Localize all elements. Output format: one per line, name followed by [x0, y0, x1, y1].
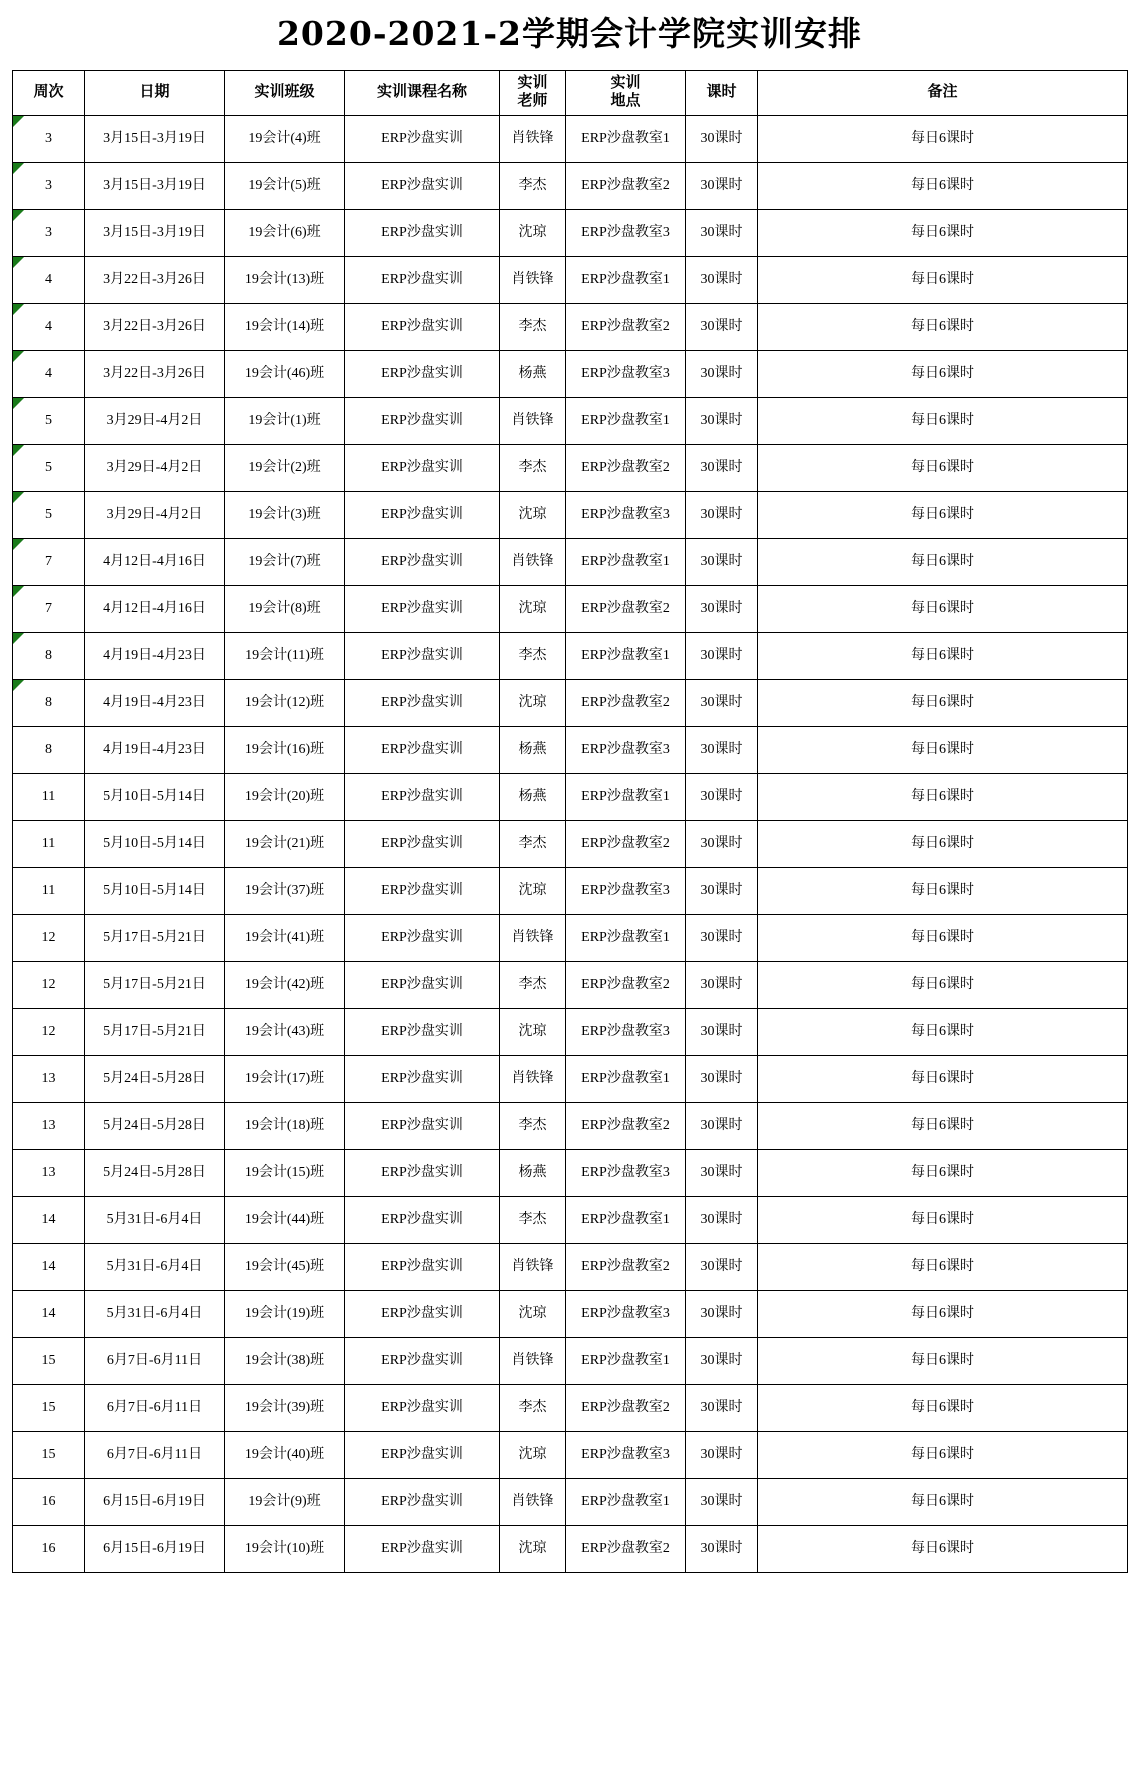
cell-hours: 30课时 [686, 1008, 758, 1055]
cell-class: 19会计(3)班 [225, 491, 345, 538]
table-row [13, 538, 1128, 585]
table-row [13, 491, 1128, 538]
cell-teacher: 肖铁锋 [500, 115, 566, 162]
cell-class: 19会计(13)班 [225, 256, 345, 303]
table-row [13, 256, 1128, 303]
cell-date: 5月17日-5月21日 [85, 961, 225, 1008]
cell-date: 6月7日-6月11日 [85, 1384, 225, 1431]
cell-place: ERP沙盘教室3 [566, 209, 686, 256]
cell-date: 4月19日-4月23日 [85, 726, 225, 773]
column-header-hours: 课时 [686, 70, 758, 115]
cell-place: ERP沙盘教室2 [566, 961, 686, 1008]
cell-place: ERP沙盘教室3 [566, 1290, 686, 1337]
cell-week-with-comment-marker: 3 [13, 115, 85, 162]
cell-course: ERP沙盘实训 [345, 444, 500, 491]
cell-remark: 每日6课时 [758, 538, 1128, 585]
cell-remark: 每日6课时 [758, 961, 1128, 1008]
cell-class: 19会计(2)班 [225, 444, 345, 491]
cell-hours: 30课时 [686, 1055, 758, 1102]
table-row [13, 773, 1128, 820]
cell-hours: 30课时 [686, 585, 758, 632]
cell-course: ERP沙盘实训 [345, 162, 500, 209]
cell-teacher: 肖铁锋 [500, 1478, 566, 1525]
cell-teacher: 杨燕 [500, 1149, 566, 1196]
cell-date: 5月17日-5月21日 [85, 914, 225, 961]
cell-course: ERP沙盘实训 [345, 350, 500, 397]
cell-course: ERP沙盘实训 [345, 491, 500, 538]
cell-place: ERP沙盘教室3 [566, 1149, 686, 1196]
cell-class: 19会计(16)班 [225, 726, 345, 773]
cell-class: 19会计(8)班 [225, 585, 345, 632]
cell-remark: 每日6课时 [758, 820, 1128, 867]
cell-teacher: 李杰 [500, 1102, 566, 1149]
cell-class: 19会计(5)班 [225, 162, 345, 209]
cell-course: ERP沙盘实训 [345, 538, 500, 585]
cell-course: ERP沙盘实训 [345, 1243, 500, 1290]
column-header-place [566, 70, 686, 115]
cell-teacher: 杨燕 [500, 350, 566, 397]
cell-week: 8 [13, 726, 85, 773]
training-schedule-table [12, 70, 1128, 1573]
cell-remark: 每日6课时 [758, 115, 1128, 162]
cell-place: ERP沙盘教室1 [566, 1478, 686, 1525]
cell-remark: 每日6课时 [758, 162, 1128, 209]
cell-date: 3月15日-3月19日 [85, 209, 225, 256]
cell-course: ERP沙盘实训 [345, 914, 500, 961]
cell-course: ERP沙盘实训 [345, 820, 500, 867]
table-row [13, 1243, 1128, 1290]
table-row [13, 1055, 1128, 1102]
cell-place: ERP沙盘教室3 [566, 1008, 686, 1055]
cell-remark: 每日6课时 [758, 444, 1128, 491]
cell-place: ERP沙盘教室3 [566, 867, 686, 914]
cell-class: 19会计(17)班 [225, 1055, 345, 1102]
cell-class: 19会计(11)班 [225, 632, 345, 679]
cell-course: ERP沙盘实训 [345, 1149, 500, 1196]
cell-place: ERP沙盘教室2 [566, 1525, 686, 1572]
table-row [13, 679, 1128, 726]
cell-week: 13 [13, 1102, 85, 1149]
cell-course: ERP沙盘实训 [345, 256, 500, 303]
cell-remark: 每日6课时 [758, 914, 1128, 961]
table-row [13, 1196, 1128, 1243]
cell-place: ERP沙盘教室2 [566, 1102, 686, 1149]
cell-date: 5月10日-5月14日 [85, 773, 225, 820]
table-row [13, 350, 1128, 397]
cell-hours: 30课时 [686, 162, 758, 209]
cell-week: 15 [13, 1384, 85, 1431]
cell-hours: 30课时 [686, 1102, 758, 1149]
cell-remark: 每日6课时 [758, 1243, 1128, 1290]
cell-hours: 30课时 [686, 444, 758, 491]
table-row [13, 162, 1128, 209]
cell-place: ERP沙盘教室1 [566, 632, 686, 679]
cell-remark: 每日6课时 [758, 1478, 1128, 1525]
table-row [13, 585, 1128, 632]
column-header-course: 实训课程名称 [345, 70, 500, 115]
cell-course: ERP沙盘实训 [345, 1196, 500, 1243]
cell-class: 19会计(4)班 [225, 115, 345, 162]
cell-place: ERP沙盘教室1 [566, 1055, 686, 1102]
cell-date: 5月24日-5月28日 [85, 1055, 225, 1102]
cell-remark: 每日6课时 [758, 1055, 1128, 1102]
cell-date: 6月15日-6月19日 [85, 1525, 225, 1572]
cell-hours: 30课时 [686, 303, 758, 350]
cell-course: ERP沙盘实训 [345, 585, 500, 632]
cell-course: ERP沙盘实训 [345, 961, 500, 1008]
cell-week: 12 [13, 961, 85, 1008]
cell-date: 6月7日-6月11日 [85, 1337, 225, 1384]
cell-class: 19会计(1)班 [225, 397, 345, 444]
cell-place: ERP沙盘教室1 [566, 773, 686, 820]
cell-course: ERP沙盘实训 [345, 1384, 500, 1431]
cell-hours: 30课时 [686, 1290, 758, 1337]
table-header [13, 70, 1128, 115]
cell-teacher: 肖铁锋 [500, 1243, 566, 1290]
cell-remark: 每日6课时 [758, 209, 1128, 256]
cell-course: ERP沙盘实训 [345, 726, 500, 773]
cell-remark: 每日6课时 [758, 1149, 1128, 1196]
cell-date: 3月22日-3月26日 [85, 350, 225, 397]
cell-remark: 每日6课时 [758, 1290, 1128, 1337]
cell-week-with-comment-marker: 3 [13, 162, 85, 209]
cell-class: 19会计(44)班 [225, 1196, 345, 1243]
cell-remark: 每日6课时 [758, 303, 1128, 350]
cell-remark: 每日6课时 [758, 1431, 1128, 1478]
cell-teacher: 肖铁锋 [500, 397, 566, 444]
cell-date: 4月19日-4月23日 [85, 679, 225, 726]
cell-class: 19会计(40)班 [225, 1431, 345, 1478]
cell-place: ERP沙盘教室3 [566, 350, 686, 397]
cell-hours: 30课时 [686, 1196, 758, 1243]
cell-place: ERP沙盘教室2 [566, 1384, 686, 1431]
table-row [13, 820, 1128, 867]
cell-teacher: 沈琼 [500, 1431, 566, 1478]
cell-week-with-comment-marker: 7 [13, 538, 85, 585]
table-row [13, 209, 1128, 256]
cell-place: ERP沙盘教室1 [566, 115, 686, 162]
table-row [13, 1431, 1128, 1478]
cell-date: 5月10日-5月14日 [85, 867, 225, 914]
page-title: 2020-2021-2学期会计学院实训安排 [276, 14, 863, 53]
table-row [13, 961, 1128, 1008]
cell-week: 14 [13, 1243, 85, 1290]
cell-hours: 30课时 [686, 914, 758, 961]
table-row [13, 1008, 1128, 1055]
cell-course: ERP沙盘实训 [345, 303, 500, 350]
cell-hours: 30课时 [686, 115, 758, 162]
cell-teacher: 李杰 [500, 1196, 566, 1243]
cell-week-with-comment-marker: 4 [13, 350, 85, 397]
table-row [13, 444, 1128, 491]
cell-course: ERP沙盘实训 [345, 1290, 500, 1337]
cell-date: 6月15日-6月19日 [85, 1478, 225, 1525]
cell-teacher: 李杰 [500, 1384, 566, 1431]
cell-place: ERP沙盘教室1 [566, 397, 686, 444]
cell-class: 19会计(46)班 [225, 350, 345, 397]
cell-hours: 30课时 [686, 1149, 758, 1196]
cell-remark: 每日6课时 [758, 632, 1128, 679]
cell-place: ERP沙盘教室1 [566, 1196, 686, 1243]
cell-remark: 每日6课时 [758, 1525, 1128, 1572]
column-header-teacher-line1: 实训 [517, 75, 548, 92]
cell-date: 4月12日-4月16日 [85, 538, 225, 585]
table-row [13, 726, 1128, 773]
cell-date: 4月19日-4月23日 [85, 632, 225, 679]
cell-week: 16 [13, 1525, 85, 1572]
cell-hours: 30课时 [686, 1243, 758, 1290]
cell-week-with-comment-marker: 5 [13, 491, 85, 538]
cell-teacher: 沈琼 [500, 585, 566, 632]
cell-class: 19会计(20)班 [225, 773, 345, 820]
cell-class: 19会计(21)班 [225, 820, 345, 867]
cell-place: ERP沙盘教室1 [566, 256, 686, 303]
cell-teacher: 沈琼 [500, 1525, 566, 1572]
cell-hours: 30课时 [686, 820, 758, 867]
cell-course: ERP沙盘实训 [345, 1008, 500, 1055]
table-row [13, 1525, 1128, 1572]
cell-date: 3月29日-4月2日 [85, 397, 225, 444]
cell-hours: 30课时 [686, 867, 758, 914]
cell-teacher: 李杰 [500, 444, 566, 491]
cell-teacher: 肖铁锋 [500, 538, 566, 585]
table-body [13, 115, 1128, 1572]
cell-course: ERP沙盘实训 [345, 1055, 500, 1102]
cell-teacher: 李杰 [500, 303, 566, 350]
table-row [13, 1149, 1128, 1196]
cell-date: 5月31日-6月4日 [85, 1196, 225, 1243]
column-header-week: 周次 [13, 70, 85, 115]
cell-remark: 每日6课时 [758, 773, 1128, 820]
cell-course: ERP沙盘实训 [345, 1478, 500, 1525]
cell-week: 13 [13, 1055, 85, 1102]
cell-remark: 每日6课时 [758, 1102, 1128, 1149]
cell-course: ERP沙盘实训 [345, 679, 500, 726]
cell-class: 19会计(10)班 [225, 1525, 345, 1572]
cell-class: 19会计(43)班 [225, 1008, 345, 1055]
cell-course: ERP沙盘实训 [345, 773, 500, 820]
cell-place: ERP沙盘教室3 [566, 1431, 686, 1478]
table-row [13, 1478, 1128, 1525]
cell-remark: 每日6课时 [758, 350, 1128, 397]
cell-week: 11 [13, 773, 85, 820]
cell-remark: 每日6课时 [758, 679, 1128, 726]
cell-remark: 每日6课时 [758, 1008, 1128, 1055]
cell-teacher: 沈琼 [500, 1290, 566, 1337]
table-row [13, 1290, 1128, 1337]
cell-place: ERP沙盘教室1 [566, 914, 686, 961]
cell-date: 5月31日-6月4日 [85, 1243, 225, 1290]
cell-week-with-comment-marker: 4 [13, 303, 85, 350]
cell-place: ERP沙盘教室2 [566, 679, 686, 726]
cell-teacher: 肖铁锋 [500, 256, 566, 303]
cell-hours: 30课时 [686, 1431, 758, 1478]
column-header-date: 日期 [85, 70, 225, 115]
cell-hours: 30课时 [686, 1384, 758, 1431]
cell-teacher: 肖铁锋 [500, 1337, 566, 1384]
cell-class: 19会计(45)班 [225, 1243, 345, 1290]
cell-place: ERP沙盘教室1 [566, 1337, 686, 1384]
table-row [13, 397, 1128, 444]
cell-place: ERP沙盘教室2 [566, 1243, 686, 1290]
cell-week: 14 [13, 1196, 85, 1243]
table-row [13, 303, 1128, 350]
cell-date: 5月24日-5月28日 [85, 1149, 225, 1196]
cell-place: ERP沙盘教室2 [566, 303, 686, 350]
cell-date: 3月22日-3月26日 [85, 303, 225, 350]
cell-place: ERP沙盘教室2 [566, 585, 686, 632]
cell-week-with-comment-marker: 8 [13, 632, 85, 679]
cell-teacher: 肖铁锋 [500, 914, 566, 961]
cell-hours: 30课时 [686, 726, 758, 773]
cell-hours: 30课时 [686, 632, 758, 679]
column-header-place-line1: 实训 [610, 75, 641, 92]
cell-week: 15 [13, 1431, 85, 1478]
cell-class: 19会计(9)班 [225, 1478, 345, 1525]
cell-teacher: 李杰 [500, 961, 566, 1008]
cell-week: 12 [13, 914, 85, 961]
cell-remark: 每日6课时 [758, 1196, 1128, 1243]
cell-week-with-comment-marker: 5 [13, 397, 85, 444]
cell-course: ERP沙盘实训 [345, 115, 500, 162]
cell-course: ERP沙盘实训 [345, 1525, 500, 1572]
cell-class: 19会计(6)班 [225, 209, 345, 256]
cell-hours: 30课时 [686, 961, 758, 1008]
table-row [13, 1337, 1128, 1384]
column-header-remark: 备注 [758, 70, 1128, 115]
cell-week: 11 [13, 867, 85, 914]
table-header-row [13, 70, 1128, 115]
cell-date: 5月24日-5月28日 [85, 1102, 225, 1149]
cell-hours: 30课时 [686, 1337, 758, 1384]
cell-course: ERP沙盘实训 [345, 1337, 500, 1384]
cell-teacher: 杨燕 [500, 773, 566, 820]
cell-remark: 每日6课时 [758, 1337, 1128, 1384]
cell-remark: 每日6课时 [758, 256, 1128, 303]
cell-week-with-comment-marker: 3 [13, 209, 85, 256]
cell-date: 3月15日-3月19日 [85, 115, 225, 162]
cell-class: 19会计(38)班 [225, 1337, 345, 1384]
cell-teacher: 沈琼 [500, 679, 566, 726]
cell-course: ERP沙盘实训 [345, 867, 500, 914]
cell-teacher: 沈琼 [500, 1008, 566, 1055]
cell-week: 16 [13, 1478, 85, 1525]
table-row [13, 1102, 1128, 1149]
cell-week: 15 [13, 1337, 85, 1384]
table-row [13, 867, 1128, 914]
cell-hours: 30课时 [686, 679, 758, 726]
table-row [13, 914, 1128, 961]
cell-class: 19会计(37)班 [225, 867, 345, 914]
cell-hours: 30课时 [686, 538, 758, 585]
cell-week-with-comment-marker: 8 [13, 679, 85, 726]
cell-class: 19会计(18)班 [225, 1102, 345, 1149]
cell-teacher: 李杰 [500, 632, 566, 679]
cell-class: 19会计(41)班 [225, 914, 345, 961]
cell-class: 19会计(39)班 [225, 1384, 345, 1431]
cell-date: 3月29日-4月2日 [85, 491, 225, 538]
cell-week: 13 [13, 1149, 85, 1196]
table-row [13, 115, 1128, 162]
cell-week: 14 [13, 1290, 85, 1337]
cell-place: ERP沙盘教室2 [566, 820, 686, 867]
cell-teacher: 李杰 [500, 820, 566, 867]
cell-course: ERP沙盘实训 [345, 632, 500, 679]
cell-class: 19会计(19)班 [225, 1290, 345, 1337]
cell-class: 19会计(15)班 [225, 1149, 345, 1196]
cell-date: 5月17日-5月21日 [85, 1008, 225, 1055]
cell-date: 5月10日-5月14日 [85, 820, 225, 867]
cell-week-with-comment-marker: 7 [13, 585, 85, 632]
cell-date: 3月29日-4月2日 [85, 444, 225, 491]
cell-hours: 30课时 [686, 1478, 758, 1525]
cell-teacher: 沈琼 [500, 867, 566, 914]
cell-place: ERP沙盘教室2 [566, 162, 686, 209]
cell-week-with-comment-marker: 4 [13, 256, 85, 303]
cell-remark: 每日6课时 [758, 585, 1128, 632]
cell-hours: 30课时 [686, 491, 758, 538]
cell-week: 11 [13, 820, 85, 867]
column-header-class: 实训班级 [225, 70, 345, 115]
cell-course: ERP沙盘实训 [345, 1431, 500, 1478]
cell-course: ERP沙盘实训 [345, 209, 500, 256]
cell-class: 19会计(7)班 [225, 538, 345, 585]
cell-date: 3月15日-3月19日 [85, 162, 225, 209]
cell-hours: 30课时 [686, 1525, 758, 1572]
cell-remark: 每日6课时 [758, 491, 1128, 538]
cell-remark: 每日6课时 [758, 726, 1128, 773]
cell-remark: 每日6课时 [758, 1384, 1128, 1431]
cell-place: ERP沙盘教室1 [566, 538, 686, 585]
cell-hours: 30课时 [686, 773, 758, 820]
cell-hours: 30课时 [686, 397, 758, 444]
cell-place: ERP沙盘教室2 [566, 444, 686, 491]
cell-remark: 每日6课时 [758, 867, 1128, 914]
cell-class: 19会计(12)班 [225, 679, 345, 726]
column-header-teacher-line2: 老师 [517, 92, 548, 109]
cell-course: ERP沙盘实训 [345, 397, 500, 444]
cell-hours: 30课时 [686, 256, 758, 303]
cell-teacher: 肖铁锋 [500, 1055, 566, 1102]
cell-place: ERP沙盘教室3 [566, 726, 686, 773]
cell-course: ERP沙盘实训 [345, 1102, 500, 1149]
column-header-place-line2: 地点 [610, 92, 641, 109]
cell-date: 3月22日-3月26日 [85, 256, 225, 303]
cell-class: 19会计(42)班 [225, 961, 345, 1008]
cell-teacher: 杨燕 [500, 726, 566, 773]
cell-class: 19会计(14)班 [225, 303, 345, 350]
cell-remark: 每日6课时 [758, 397, 1128, 444]
column-header-teacher [500, 70, 566, 115]
cell-week: 12 [13, 1008, 85, 1055]
cell-hours: 30课时 [686, 350, 758, 397]
cell-teacher: 沈琼 [500, 491, 566, 538]
cell-week-with-comment-marker: 5 [13, 444, 85, 491]
table-row [13, 1384, 1128, 1431]
cell-hours: 30课时 [686, 209, 758, 256]
cell-teacher: 沈琼 [500, 209, 566, 256]
cell-date: 5月31日-6月4日 [85, 1290, 225, 1337]
table-row [13, 632, 1128, 679]
cell-date: 6月7日-6月11日 [85, 1431, 225, 1478]
cell-teacher: 李杰 [500, 162, 566, 209]
cell-place: ERP沙盘教室3 [566, 491, 686, 538]
cell-date: 4月12日-4月16日 [85, 585, 225, 632]
